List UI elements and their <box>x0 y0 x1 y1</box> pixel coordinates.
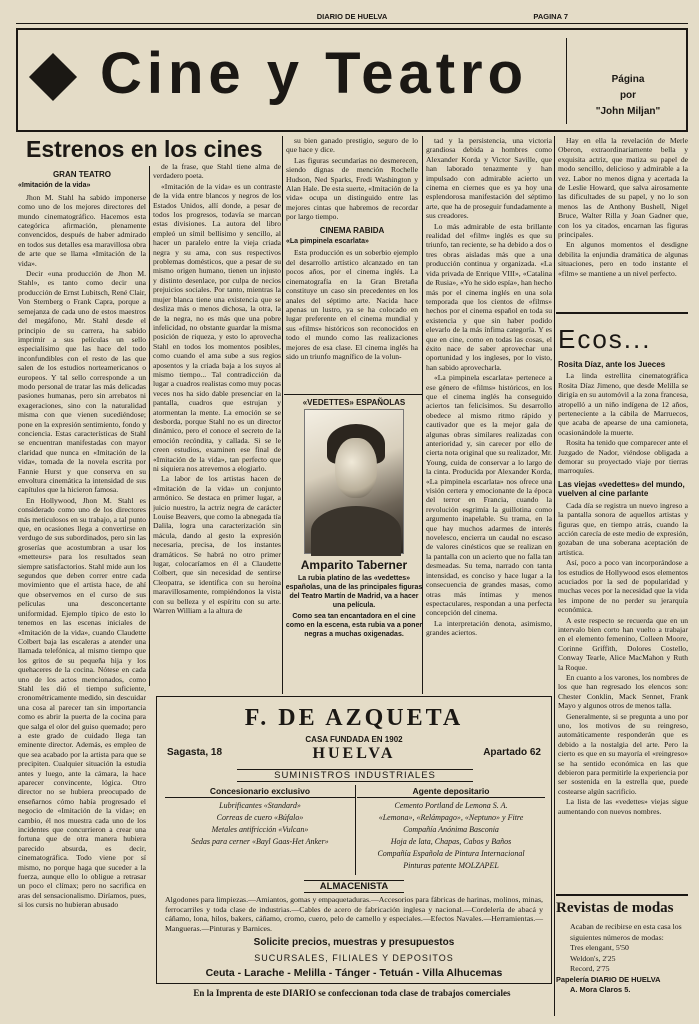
footer-notice: En la Imprenta de este DIARIO se confeccionan toda clase de trabajos comerciales <box>193 988 511 998</box>
article-column-3 <box>286 136 418 396</box>
ad-supplies-heading: SUMINISTROS INDUSTRIALES <box>237 769 473 782</box>
paragraph: Hay en ella la revelación de Merle Oberon, extraordinariamente bella y exquisita actriz, que matiza su papel de modo sencillo, delicioso y admirable a la vez. Labor no menos digna y acertada la de Leslie Howard, que salva airosamente las dificultades de su papel, y no lo son menos las de Anthony Bushell, Nigel Bruce, Walter Rilla y Joan Gadner que, con los ya citados, encarnan las figuras principales. <box>558 136 688 240</box>
azqueta-advertisement <box>156 696 552 984</box>
paragraph: «La pimpinela escarlata» pertenece a ese género de «films» históricos, en los que el cinema inglés ha conseguido aciertos tan felicísimos. Su desarrollo obedece al mismo ritmo rápido y cautivador que es la mejor gala de algunas obras similares realizadas con anterioridad y, sin carecer por ello de cierta nota original que su realizador, Mr. Young, cuida de conservar a lo largo de la cinta. Producida por Alexander Korda, «La pimpinela escarlata» nos ofrece una visión certera y emocionante de la época del terror en Francia, cuando la revolución esgrimía la guillotina como argumento inapelable. Su trama, en la que hay muchos adarmes de interés novelesco, encierra un caudal no escaso de valores cinésticos que se realizan en la pantalla con un acierto que no falla tan desmeadas. Su tema, narrado con tanta intensidad, es conciso y hace lugar a la consecuencia de grandes masas, como otras más íntimas y menos espectaculares, respondan a una perfecta concepción del cinema. <box>426 373 552 618</box>
ad-company-name: F. DE AZQUETA <box>244 705 464 731</box>
section-gran-teatro: GRAN TEATRO <box>52 170 112 179</box>
ad-right-heading: Agente depositario <box>357 785 545 798</box>
ad-line: Metales antifricción «Vulcan» <box>211 825 309 834</box>
column-rule <box>554 136 555 1016</box>
running-head-page: PAGINA 7 <box>533 12 568 21</box>
kicker-pimpinela: «La pimpinela escarlata» <box>286 238 369 246</box>
section-title: Cine y Teatro <box>99 41 529 106</box>
revistas-title: Revistas de modas <box>556 900 674 916</box>
byline-by: por <box>619 90 637 101</box>
ecos-sub-vedettes: Las viejas «vedettes» del mundo, vuelven al cine parlante <box>558 479 685 499</box>
revistas-shop: Papelería DIARIO DE HUELVA <box>556 974 661 984</box>
article-headline: Estrenos en los cines <box>26 136 263 162</box>
kicker-imitacion: «Imitación de la vida» <box>18 182 91 190</box>
revistas-address: A. Mora Claros 5. <box>570 985 631 994</box>
ad-concessions <box>165 785 355 848</box>
diamond-ornament-icon <box>29 53 77 101</box>
article-column-2 <box>153 162 281 692</box>
paragraph: de la frase, que Stahl tiene alma de verdadero poeta. <box>153 162 281 181</box>
paragraph: A este respecto se recuerda que en un intervalo bien corto han vuelto a trabajar en el elemento femenino, Colleen Moore, Corinne Griffith, Dolores Costello, Conway Tearle, Alice MacMahon y Ruth la Roque. <box>558 615 688 672</box>
revistas-item: Weldon's, 2'25 <box>570 953 616 963</box>
paragraph: Rosita ha tenido que comparecer ante el Juzgado de Nador, viéndose obligada a demorar su proyectado viaje por tierras marroquíes. <box>558 438 688 476</box>
paragraph: «Imitación de la vida» es un contraste de la vida entre blancos y negros de los Estados Unidos, allí donde, a pesar de todos los progresos, todavía se marcan estas divisiones. La autora del libro empleó un símil bellísimo y sencillo, al hacer un paralelo entre la vieja criada negra y su ama, con sus respectivos problemas domésticos, que a pesar de su mismo origen humano, tienen un injusto y distinto desenlace, por culpa de necios prejuicios sociales. Por tanto, mientras la mujer blanca tiene una existencia que se desliza más o menos dichosa, la otra, la de la negra, no es más que una pobre infelicidad, no obstante guardar la misma posición de riqueza, y esto lo aprovecha Stahl en todos los momentos posibles, como cuando el ama sube a sus regios aposentos y la criada baja a los suyos al mismo tiempo... Tal contradicción da lugar a cuadros realistas como muy pocas veces nos ha sido dable presenciar en la pantalla, cuadros que estrujan y atormentan la mente. La emoción se se desborda, porque Stahl no es un director dinámico, pero el conoce el secreto de la emoción recóndita, y callada. Si se le creen estudios, examinen ese final de «Imitación de la vida», tan perfecto que ni siquiera nos atrevemos a elogiarlo. <box>153 181 281 473</box>
paragraph: Generalmente, si se pregunta a uno por uno, los motivos de su reingreso, automáticamente responderán que es debido a la nostalgia del arte. Pero la cierto es que en su mayoría el «reingreso» se ha sentido económica en las que debieron para permitirle la experiencia por ser sostenida en la estrella que, puede costearse algún sacrificio. <box>558 711 688 796</box>
byline-author: "John Miljan" <box>595 106 661 117</box>
ad-founded: CASA FUNDADA EN 1902 <box>305 735 403 744</box>
paragraph: Esta producción es un soberbio ejemplo del desarrollo artístico alcanzado en tan pocos años, por el cinema inglés. La cinematografía en la Gran Bretaña constituye un caso sin precedentes en los anales del séptimo arte. Nacida hace apenas un lustro, ya se ha colocado en lugar preferente en el cinema mundial y sus «films» históricos son reconocidos en todo el mundo como las realizaciones mejores de esa clase. El cinema inglés ha sido un triunfo magnífico de la volun- <box>286 248 418 361</box>
ad-city: HUELVA <box>312 745 396 762</box>
paragraph: La labor de los artistas hacen de «Imitación de la vida» un conjunto armónico. Se destaca en primer lugar, a juicio nuestro, la actriz negra de carácter Louise Beavers, que como la abnegada tía Dalila, logra una caracterización sin mácula, dando al gesto la expresión necesaria, precisa, de los instantes dramáticos. Se habrá no otro primer lugar, colocaríamos en él a Claudette Colbert, que sin necesidad de sentirse Cleopatra, se identifica con su heroína maravillosamente, rompiéndonos la vista con su belleza y el espíritu con su arte. Warren William a la altura de <box>153 474 281 616</box>
masthead-divider <box>566 38 567 124</box>
newspaper-page <box>8 6 692 1018</box>
photo-caption-2: Como sea tan encantadora en el cine como en la escena, esta rubia va a poner negras a muchas oxigenadas. <box>285 613 423 638</box>
paragraph: tad y la persistencia, una victoria grandiosa debida a hombres como Alexander Korda y Victor Saville, que han laborado tenazmente y han impulsado con admirable acierto un cinema en ciernes que es ya hoy una esplendorosa manifestación del séptimo arte, que ha de proseguir fundadamente a sus creadores. <box>426 136 552 221</box>
ad-line: Correas de cuero «Búfalo» <box>216 813 304 822</box>
column-rule <box>282 136 283 694</box>
ad-agencies <box>357 785 545 872</box>
ad-line: Cemento Portland de Lemona S. A. <box>394 801 508 810</box>
paragraph: La interpretación denota, asimismo, grandes aciertos. <box>426 618 552 638</box>
photo-face <box>335 438 377 498</box>
ad-line: Sedas para cerner «Bayl Gaas-Het Anker» <box>191 837 329 846</box>
paragraph: Cada día se registra un nuevo ingreso a la pantalla sonora de aquellos artistas y figuras que, en tiempo atrás, cuando la acción carecía de este medio de expresión, gozaban de una soberana aceptación de artística. <box>558 500 688 557</box>
article-column-4 <box>426 136 552 692</box>
ad-branches: SUCURSALES, FILIALES Y DEPOSITOS <box>254 953 454 963</box>
paragraph: La lista de las «vedettes» viejas sigue aumentando con nuevos nombres. <box>558 797 688 816</box>
ad-solicite: Solicite precios, muestras y presupuestos <box>253 937 455 948</box>
ad-almacenista <box>157 881 551 892</box>
ecos-title: Ecos... <box>558 324 652 354</box>
column-rule <box>422 136 423 694</box>
paragraph: En Hollywood, Jhon M. Stahl es considerado como uno de los directores más meticulosos en su trabajo, a tal punto que, en ocasiones llega a convertirse en verdugo de sus subordinados, pero sin las groserías que acostumbran a usar los «metteurs» para los resultados sean siempre satisfactorios. Stahl mide aun los segundos que deben correr entre cada movimiento que el artista hace, de ahí que observemos en el curso de sus películas una desconcertante uniformidad. Ejemplo típico de esto lo tenemos en las escenas iniciales de «Imitación de la vida», cuando Claudette Colbert baja las escaleras a atender una llamada telefónica, al mismo tiempo que los gritos de su pequeña hija y los quehaceres de la cocina. Nótese en cada uno de los actos mencionados, como Stahl les dió el tiempo suficiente, cronométricamente medido, sin descuidar una cosa al parecer tan sin importancia como es abrir la puerta de la cocina para que salga el olor del guiso quemado; pero a este grado de cuidado llega tan eminente director. Además, es empleo de que sea acabado por la artista para que se precipiten. Cualquier situación la estudia antes y luego, ante la cámara, la hace aparecer convincente, lógica. Otro director no se hubiera preocupado de enseñarnos cómo había progresado el negocio de «Imitación de la vida»; en cambio, él nos muestra cada uno de los incidentes que concurrieron a crear una fortuna que de otra manera hubiera parecido absurda, es decir, cinematográfica. Todo viene por sí mismo, no porque haga que suceder a la fuerza, aunque ello lo obligue a retrasar un poco el clímax; pero no sacrifica en aras del sensacionalismo. Diríamos, pues, si los cursis no hubieran abusado <box>18 495 146 910</box>
article-column-5 <box>558 136 688 306</box>
revistas-block <box>556 922 688 996</box>
ad-line: Hoja de lata, Chapas, Cabos y Baños <box>390 837 512 846</box>
revistas-rule <box>556 894 688 896</box>
ad-street: Sagasta, 18 <box>167 747 223 758</box>
running-head-paper: DIARIO DE HUELVA <box>316 12 388 21</box>
vedettes-photo-feature <box>284 398 424 694</box>
section-byline <box>574 72 682 120</box>
paragraph: Lo más admirable de esta brillante realidad del «film» inglés es que su triunfo, tan reciente, se ha debido a dos o tres obras aisladas más que a una producción continua y organizada. «La vida privada de Enrique VIII», «Catalina de Rusia», «Yo he sido espía», han hecho más por el cinema inglés en una sola temporada que los cientos de «films» hechos por el cinema español en toda su existencia y que sin haber podido elevarlo de la más ínfima categoría. Y es que en cine, como en todas las cosas, el éxito nace de saber aprovechar una oportunidad y los ingleses, por lo visto, han sabido aprovecharla. <box>426 221 552 372</box>
section-cinema-rabida: CINEMA RABIDA <box>319 225 385 235</box>
paragraph: Jhon M. Stahl ha sabido imponerse como uno de los mejores directores del mundo cinematográfico. Hacemos esta categórica afirmación, plenamente convencidos, después de haber admirado en todos sus detalles esa maravillosa obra de arte que se llama «Imitación de la vida». <box>18 192 146 268</box>
paragraph: Decir «una producción de Jhon M. Stahl», es tanto como decir una producción de Ernst Lubitsch, René Clair, Von Sternberg o Frank Capra, porque a semejanza de cada uno de estos maestros del megáfono, Mr. Stahl desde el principio de su carrera, ha sabido imprimir a sus películas un sello especialísimo que las hace del todo inconfundibles con el resto de las que salen de los estudios norteamericanos o europeos. Y tal sello corresponde a un modo personal de tratar las más delicadas pasiones humanas, pero sin arrebatos ni exageraciones, sino con la naturalidad misma con que vienen sucediéndose; pone en la expresión sentimiento, fondo y conciencia. Estas características de Stahl se encuentran manifestadas con mayor claridad que nunca en «Imitación de la vida», tomada de la novela escrita por Fannie Hurst y que conserva en su envoltura cinemática la intensidad de sus capítulos que la hicieron famosa. <box>18 269 146 495</box>
ad-left-heading: Concesionario exclusivo <box>165 785 355 798</box>
running-head <box>16 10 688 24</box>
paragraph: Las figuras secundarias no desmerecen, siendo dignas de mención Rochelle Hudson, Ned Sparks, Fredi Washington y Alan Hale. De esta suerte, «Imitación de la vida» ocupa un distinguido entre las mejores cintas que habremos de recordar por largo tiempo. <box>286 155 418 222</box>
ad-line: Compañía Anónima Basconia <box>403 825 499 834</box>
ecos-sub-rosita: Rosita Díaz, ante los Jueces <box>558 360 666 369</box>
ad-almacenista-label: ALMACENISTA <box>304 880 404 893</box>
paragraph: su bien ganado prestigio, seguro de lo que hace y dice. <box>286 136 418 155</box>
photo-caption-1: La rubia platino de las «vedettes» españolas, una de las principales figuras del Teatro Martín de Madrid, va a hacer una película. <box>285 575 423 609</box>
ad-divider <box>355 785 356 875</box>
section-masthead <box>16 28 688 132</box>
column-rule <box>149 166 150 686</box>
portrait-photo <box>304 409 404 554</box>
revistas-intro: Acaban de recibirse en esta casa los siguientes números de modas: <box>570 922 682 942</box>
ad-products: Algodones para limpiezas.—Amiantos, gomas y empaquetaduras.—Accesorios para fábricas de harinas, molinos, minas, ferrocarriles y toda clase de industrias.—Cables de acero de fabricación inglesa y nacional.—Cordelería de abacá y cáñamo, lona, hilos, bakers, cáñamo, cromo, cuero, pelo de camello y especiales.—Efectos Navales.—Herramientas.—Mangueras.—Pinturas y Barnices. <box>165 895 543 933</box>
ad-line: Compañía Española de Pintura Internacional <box>377 849 525 858</box>
ad-line: «Lemona», «Relámpago», «Neptuno» y Fitre <box>378 813 524 822</box>
vedettes-title: «VEDETTES» ESPAÑOLAS <box>302 398 406 407</box>
paragraph: En algunos momentos el desdigne debilita la enjundia dramática de algunas situaciones, pero en todo instante el «film» se mantiene a un nivel perfecto. <box>558 240 688 278</box>
vedette-name: Amparito Taberner <box>300 558 408 572</box>
ad-box: Apartado 62 <box>483 747 541 758</box>
byline-page: Página <box>611 74 645 85</box>
ad-line: Lubrificantes «Standard» <box>219 801 301 810</box>
ecos-rule <box>556 312 688 314</box>
paragraph: La linda estrellita cinematográfica Rosita Díaz Jimeno, que desde Melilla se dirigía en su automóvil a la zona francesa, atropelló a un niño indígena de 12 años, perteneciente a la cábila de Marruecos, que acaba de apearse de una camioneta, ocasionándole la muerte. <box>558 371 688 437</box>
revistas-item: Record, 2'75 <box>570 964 610 973</box>
ecos-column <box>558 356 688 892</box>
photo-rule <box>284 394 422 395</box>
ad-cities: Ceuta - Larache - Melilla - Tánger - Tetuán - Villa Alhucemas <box>205 967 503 979</box>
ad-line: Pinturas patente MOLZAPEL <box>403 861 499 870</box>
photo-shoulder <box>311 506 401 556</box>
article-column-1 <box>18 166 146 1014</box>
revistas-item: Tres elengant, 5'50 <box>570 943 629 952</box>
paragraph: Así, poco a poco van incorporándose a los estudios de Hollywood esos elementos acuciados por la sed de popularidad y muchas veces por la necesidad que la vida les impone de no perder su jerarquía económica. <box>558 558 688 615</box>
paragraph: En cuanto a los varones, los nombres de los que han regresado los elencos son: Chester Conklin, Mack Sennet, Frank Mayo y algunos otros de menos talla. <box>558 673 688 711</box>
